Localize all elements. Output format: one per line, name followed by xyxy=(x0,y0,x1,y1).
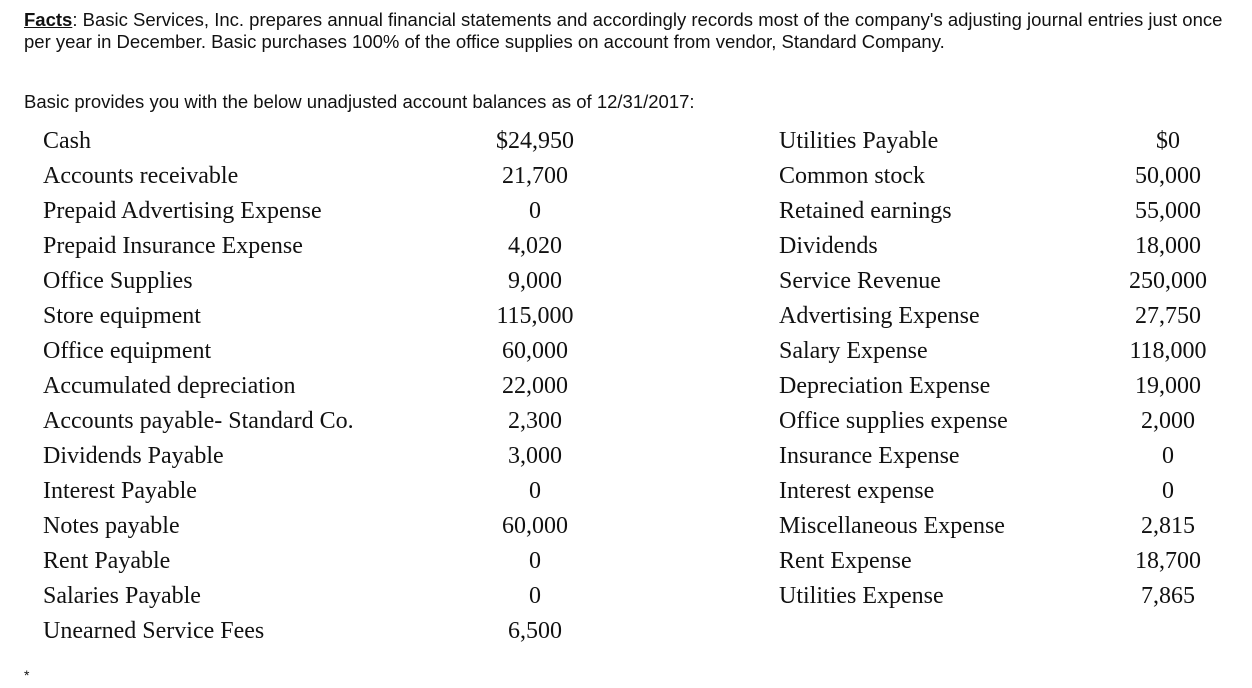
intro-text: Basic provides you with the below unadjusted account balances as of 12/31/2017: xyxy=(24,91,695,112)
account-value: 0 xyxy=(529,198,541,224)
account-name: Prepaid Advertising Expense xyxy=(43,198,322,224)
account-name: Insurance Expense xyxy=(779,443,960,469)
account-value: 60,000 xyxy=(502,338,568,364)
account-value: $0 xyxy=(1156,128,1180,154)
facts-label: Facts xyxy=(24,9,73,30)
account-value: 4,020 xyxy=(508,233,562,259)
account-name: Accumulated depreciation xyxy=(43,373,296,399)
account-balances-table xyxy=(0,124,1252,654)
account-name: Rent Expense xyxy=(779,548,912,574)
account-name: Accounts receivable xyxy=(43,163,239,189)
left-account-values-column xyxy=(470,124,600,649)
right-account-values-column xyxy=(1100,124,1236,614)
footnote-asterisk: * xyxy=(24,667,30,683)
left-account-names-column xyxy=(43,124,463,649)
account-name: Office Supplies xyxy=(43,268,193,294)
account-name: Office equipment xyxy=(43,338,212,364)
account-value: $24,950 xyxy=(496,128,574,154)
account-value: 27,750 xyxy=(1135,303,1201,329)
account-name: Salary Expense xyxy=(779,338,928,364)
account-value: 250,000 xyxy=(1129,268,1207,294)
account-value: 2,300 xyxy=(508,408,562,434)
account-name: Retained earnings xyxy=(779,198,952,224)
account-value: 0 xyxy=(529,478,541,504)
account-name: Miscellaneous Expense xyxy=(779,513,1005,539)
account-name: Store equipment xyxy=(43,303,201,329)
account-value: 21,700 xyxy=(502,163,568,189)
account-value: 18,000 xyxy=(1135,233,1201,259)
account-name: Service Revenue xyxy=(779,268,941,294)
account-value: 19,000 xyxy=(1135,373,1201,399)
account-name: Common stock xyxy=(779,163,926,189)
facts-text: : Basic Services, Inc. prepares annual financial statements and accordingly records most of the company's adjusting journal entries just once per year in December. Basic purchases 100% of the office supplies on account from vendor, Standard Company. xyxy=(24,9,1223,52)
account-value: 50,000 xyxy=(1135,163,1201,189)
account-value: 6,500 xyxy=(508,618,562,644)
account-value: 3,000 xyxy=(508,443,562,469)
account-value: 18,700 xyxy=(1135,548,1201,574)
account-name: Unearned Service Fees xyxy=(43,618,265,644)
account-name: Accounts payable- Standard Co. xyxy=(43,408,354,434)
account-name: Depreciation Expense xyxy=(779,373,991,399)
account-value: 115,000 xyxy=(496,303,574,329)
account-name: Office supplies expense xyxy=(779,408,1008,434)
account-value: 0 xyxy=(529,548,541,574)
account-name: Prepaid Insurance Expense xyxy=(43,233,303,259)
account-name: Advertising Expense xyxy=(779,303,980,329)
account-name: Utilities Payable xyxy=(779,128,939,154)
account-value: 0 xyxy=(1162,443,1174,469)
account-value: 0 xyxy=(1162,478,1174,504)
account-value: 55,000 xyxy=(1135,198,1201,224)
account-name: Rent Payable xyxy=(43,548,171,574)
account-value: 60,000 xyxy=(502,513,568,539)
account-name: Dividends Payable xyxy=(43,443,224,469)
account-value: 9,000 xyxy=(508,268,562,294)
account-value: 22,000 xyxy=(502,373,568,399)
facts-paragraph xyxy=(24,9,1224,53)
account-name: Interest expense xyxy=(779,478,935,504)
account-name: Notes payable xyxy=(43,513,180,539)
account-value: 0 xyxy=(529,583,541,609)
right-account-names-column xyxy=(779,124,1099,614)
account-value: 118,000 xyxy=(1129,338,1207,364)
account-name: Cash xyxy=(43,128,91,154)
account-value: 2,000 xyxy=(1141,408,1195,434)
account-name: Utilities Expense xyxy=(779,583,944,609)
account-value: 2,815 xyxy=(1141,513,1195,539)
account-name: Salaries Payable xyxy=(43,583,201,609)
account-name: Interest Payable xyxy=(43,478,197,504)
account-name: Dividends xyxy=(779,233,878,259)
account-value: 7,865 xyxy=(1141,583,1195,609)
